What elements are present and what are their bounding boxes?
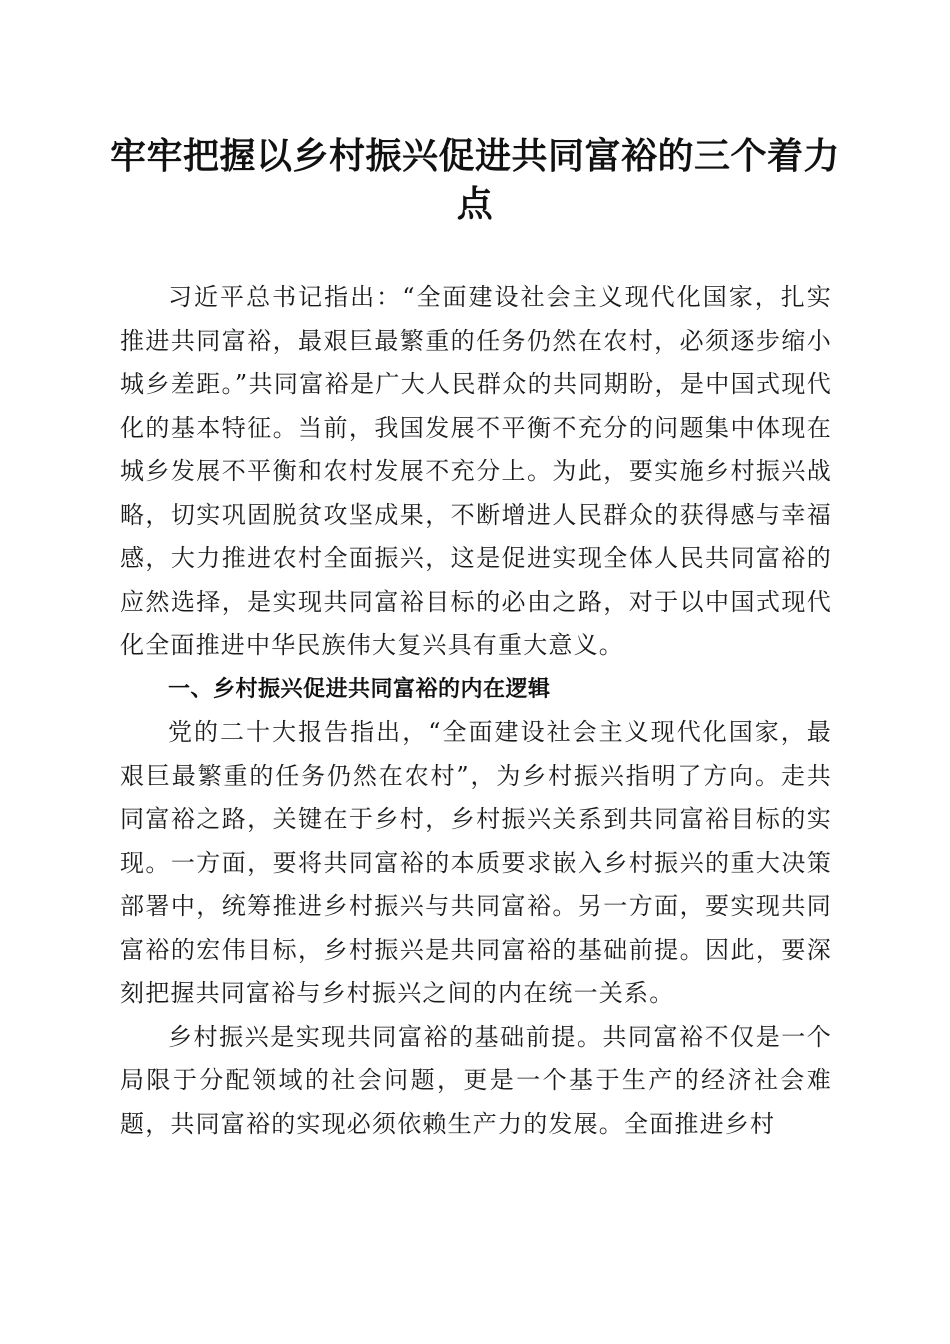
- document-body: [120, 276, 832, 1146]
- section-heading: 一、乡村振兴促进共同富裕的内在逻辑: [168, 676, 551, 702]
- section-paragraph: 乡村振兴是实现共同富裕的基础前提。共同富裕不仅是一个局限于分配领域的社会问题，更是一个基于生产的经济社会难题，共同富裕的实现必须依赖生产力的发展。全面推进乡村: [120, 1022, 832, 1138]
- intro-paragraph: 习近平总书记指出：“全面建设社会主义现代化国家，扎实推进共同富裕，最艰巨最繁重的任务仍然在农村，必须逐步缩小城乡差距。”共同富裕是广大人民群众的共同期盼，是中国式现代化的基本特征。当前，我国发展不平衡不充分的问题集中体现在城乡发展不平衡和农村发展不充分上。为此，要实施乡村振兴战略，切实巩固脱贫攻坚成果，不断增进人民群众的获得感与幸福感，大力推进农村全面振兴，这是促进实现全体人民共同富裕的应然选择，是实现共同富裕目标的必由之路，对于以中国式现代化全面推进中华民族伟大复兴具有重大意义。: [120, 283, 832, 659]
- document-title: 牢牢把握以乡村振兴促进共同富裕的三个着力点: [110, 136, 841, 225]
- section-paragraph: 党的二十大报告指出，“全面建设社会主义现代化国家，最艰巨最繁重的任务仍然在农村”，为乡村振兴指明了方向。走共同富裕之路，关键在于乡村，乡村振兴关系到共同富裕目标的实现。一方面，要将共同富裕的本质要求嵌入乡村振兴的重大决策部署中，统筹推进乡村振兴与共同富裕。另一方面，要实现共同富裕的宏伟目标，乡村振兴是共同富裕的基础前提。因此，要深刻把握共同富裕与乡村振兴之间的内在统一关系。: [120, 718, 832, 1007]
